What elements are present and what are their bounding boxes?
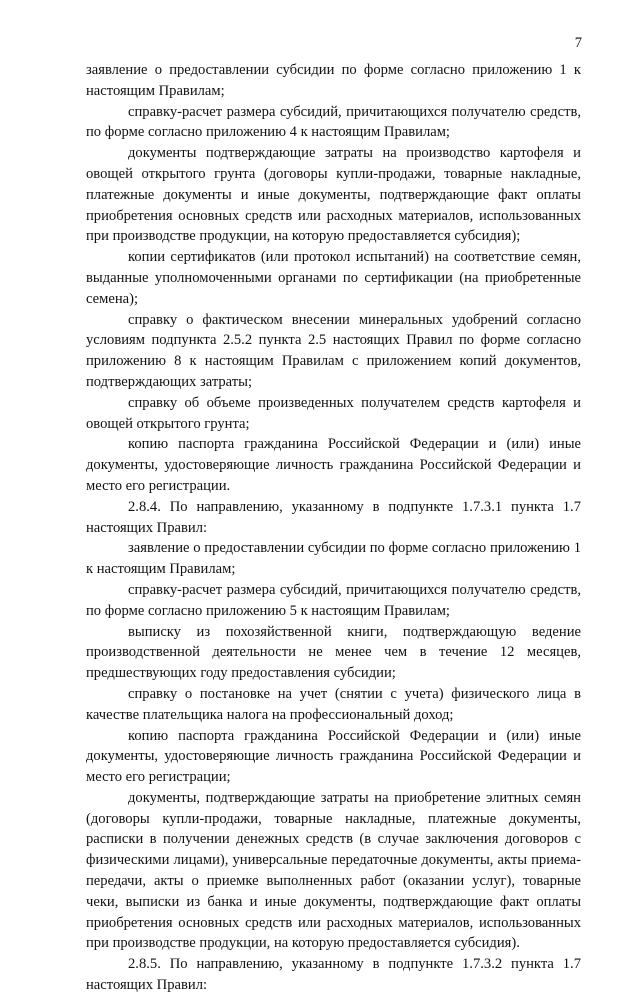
paragraph: копию паспорта гражданина Российской Федерации и (или) иные документы, удостоверяющие личность гражданина Российской Федерации и место его регистрации; xyxy=(86,727,581,786)
paragraph: копию паспорта гражданина Российской Федерации и (или) иные документы, удостоверяющие личность гражданина Российской Федерации и место его регистрации. xyxy=(86,436,581,494)
page-number: 7 xyxy=(574,35,582,51)
section-heading-2-8-4: 2.8.4. По направлению, указанному в подпункте 1.7.3.1 пункта 1.7 настоящих Правил: xyxy=(86,498,581,536)
paragraph: справку-расчет размера субсидий, причитающихся получателю средств, по форме согласно приложению 5 к настоящим Правилам; xyxy=(86,581,581,619)
paragraph: заявление о предоставлении субсидии по форме согласно приложению 1 к настоящим Правилам; xyxy=(86,62,581,99)
section-heading-2-8-5: 2.8.5. По направлению, указанному в подпункте 1.7.3.2 пункта 1.7 настоящих Правил: xyxy=(86,956,581,994)
paragraph: документы подтверждающие затраты на производство картофеля и овощей открытого грунта (договоры купли-продажи, товарные накладные, платежные документы и иные документы, подтверждающие факт оплаты приобретения основных средств или расходных материалов, использованных при производстве продукции, на которую предоставляется субсидия); xyxy=(86,145,581,245)
paragraph: справку о фактическом внесении минеральных удобрений согласно условиям подпункта 2.5.2 пункта 2.5 настоящих Правил по форме согласно приложению 8 к настоящим Правилам с приложением копий документов, подтверждающих затраты; xyxy=(86,311,581,390)
paragraph: выписку из похозяйственной книги, подтверждающую ведение производственной деятельности не менее чем в течение 12 месяцев, предшествующих году предоставления субсидии; xyxy=(86,623,581,682)
paragraph: справку о постановке на учет (снятии с учета) физического лица в качестве плательщика налога на профессиональный доход; xyxy=(86,685,581,723)
paragraph: документы, подтверждающие затраты на приобретение элитных семян (договоры купли-продажи, товарные накладные, платежные документы, расписки в получении денежных средств (в случае заключения договоров с физическими лицами), универсальные передаточные документы, акты приема-передачи, акты о приемке выполненных работ (оказании услуг), товарные чеки, выписки из банка и иные документы, подтверждающие факт оплаты приобретения основных средств или расходных материалов, использованных при производстве продукции, на которую предоставляется субсидия). xyxy=(86,789,581,952)
paragraph: справку об объеме произведенных получателем средств картофеля и овощей открытого грунта; xyxy=(86,394,581,432)
paragraph: копии сертификатов (или протокол испытаний) на соответствие семян, выданные уполномоченными органами по сертификации (на приобретенные семена); xyxy=(86,249,581,307)
paragraph: заявление о предоставлении субсидии по форме согласно приложению 1 к настоящим Правилам; xyxy=(86,540,581,578)
paragraph: справку-расчет размера субсидий, причитающихся получателю средств, по форме согласно приложению 4 к настоящим Правилам; xyxy=(86,103,581,141)
document-body xyxy=(86,60,581,996)
